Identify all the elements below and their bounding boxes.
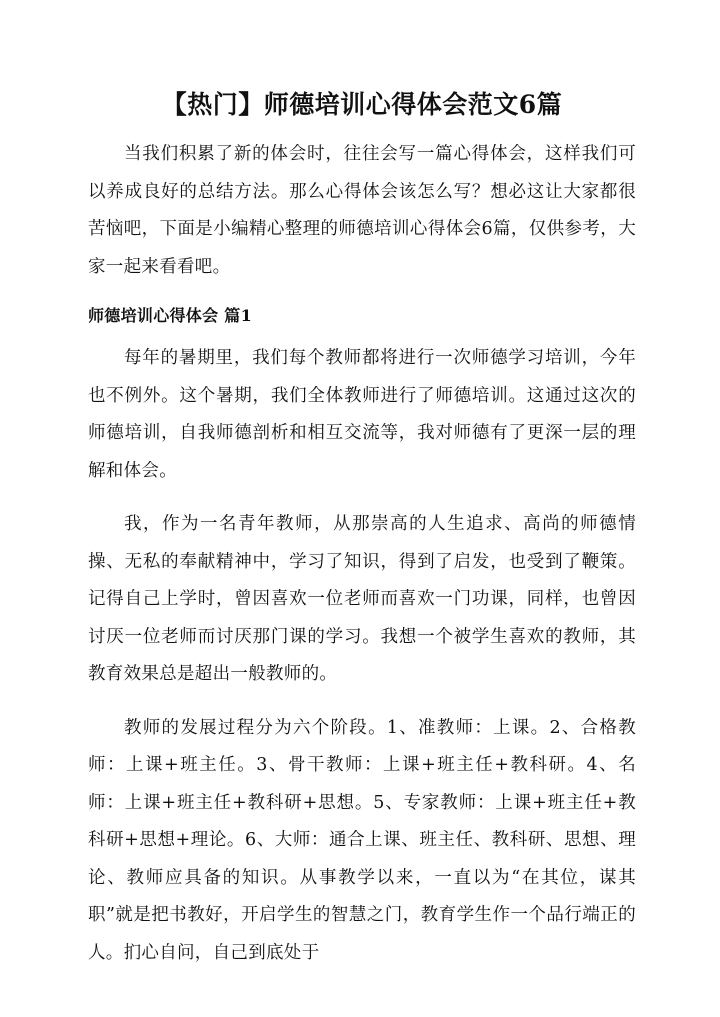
document-title: 【热门】师德培训心得体会范文6篇 [161, 90, 563, 119]
section-heading: 师德培训心得体会 篇1 [88, 306, 253, 325]
section-paragraph-3: 教师的发展过程分为六个阶段。1、准教师：上课。2、合格教师：上课+班主任。3、骨干教师：上课+班主任+教科研。4、名师：上课+班主任+教科研+思想。5、专家教师：上课+班主任+教科研+思想+理论。6、大师：通合上课、班主任、教科研、思想、理论、教师应具备的知识。从事教学以来，一直以为“在其位，谋其职”就是把书教好，开启学生的智慧之门，教育学生作一个品行端正的人。扪心自问，自己到底处于 [88, 717, 636, 963]
section-paragraph-2: 我，作为一名青年教师，从那崇高的人生追求、高尚的师德情操、无私的奉献精神中，学习了知识，得到了启发，也受到了鞭策。记得自己上学时，曾因喜欢一位老师而喜欢一门功课，同样，也曾因讨厌一位老师而讨厌那门课的学习。我想一个被学生喜欢的教师，其教育效果总是超出一般教师的。 [88, 514, 636, 684]
intro-paragraph: 当我们积累了新的体会时，往往会写一篇心得体会，这样我们可以养成良好的总结方法。那么心得体会该怎么写？想必这让大家都很苦恼吧，下面是小编精心整理的师德培训心得体会6篇，仅供参考，大家一起来看看吧。 [88, 144, 636, 277]
section-paragraph-1: 每年的暑期里，我们每个教师都将进行一次师德学习培训，今年也不例外。这个暑期，我们全体教师进行了师德培训。这通过这次的师德培训，自我师德剖析和相互交流等，我对师德有了更深一层的理解和体会。 [88, 348, 636, 481]
